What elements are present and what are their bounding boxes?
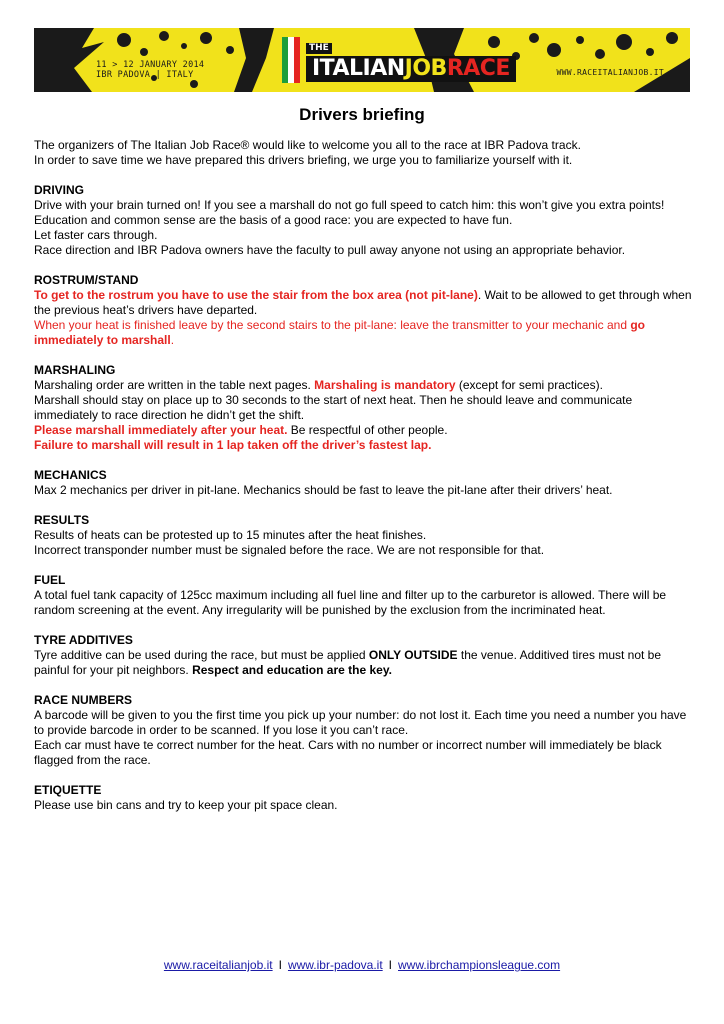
logo-race: RACE: [446, 56, 510, 81]
page-title: Drivers briefing: [299, 105, 425, 124]
paragraph: Let faster cars through.: [34, 228, 158, 242]
logo-wordmark: [306, 56, 516, 82]
section-heading: RACE NUMBERS: [34, 693, 133, 707]
section-mechanics: [34, 468, 694, 498]
highlight-bold: ONLY OUTSIDE: [368, 648, 458, 662]
intro: [34, 138, 694, 168]
section-marshaling: [34, 363, 694, 453]
section-heading: ETIQUETTE: [34, 783, 102, 797]
intro-line: The organizers of The Italian Job Race® would like to welcome you all to the race at IBR Padova track.: [34, 138, 581, 152]
link-ibr-padova[interactable]: www.ibr-padova.it: [287, 958, 383, 972]
italian-job-race-logo: [282, 34, 516, 86]
highlight-red: Please marshall immediately after your heat.: [34, 423, 288, 437]
paragraph: A barcode will be given to you the first time you pick up your number: do not lost it. Each time you need a number you have to provide barcode in order to be scanned. If you lose it you can’t race.: [34, 708, 687, 737]
paragraph: Each car must have te correct number for the heat. Cars with no number or incorrect number will immediately be black flagged from the race.: [34, 738, 662, 767]
header-banner: [34, 28, 690, 92]
paragraph: Please use bin cans and try to keep your pit space clean.: [34, 798, 338, 812]
event-date: [96, 60, 204, 80]
event-date-line: 11 > 12 JANUARY 2014: [96, 60, 205, 70]
paragraph: [34, 423, 694, 438]
section-heading: FUEL: [34, 573, 66, 587]
paragraph: [34, 648, 694, 678]
logo-the: THE: [306, 43, 332, 54]
intro-line: In order to save time we have prepared this drivers briefing, we urge you to familiarize yourself with it.: [34, 153, 573, 167]
footer-links: [0, 958, 724, 972]
text: the venue. Additived tires must not be painful for your pit neighbors.: [34, 648, 662, 677]
link-ibrchampionsleague[interactable]: www.ibrchampionsleague.com: [398, 958, 561, 972]
highlight-bold: Respect and education are the key.: [192, 663, 392, 677]
section-rostrum: [34, 273, 694, 348]
link-raceitalianjob[interactable]: www.raceitalianjob.it: [163, 958, 273, 972]
section-driving: [34, 183, 694, 258]
paragraph: [34, 288, 694, 318]
paragraph: Failure to marshall will result in 1 lap taken off the driver’s fastest lap.: [34, 438, 432, 452]
briefing-content: [34, 138, 694, 828]
highlight-red-bold: go immediately to marshall: [34, 318, 645, 347]
separator: I: [388, 958, 393, 972]
text: Be respectful of other people.: [287, 423, 448, 437]
paragraph: Max 2 mechanics per driver in pit-lane. Mechanics should be fast to leave the pit-lane after their drivers’ heat.: [34, 483, 613, 497]
section-heading: ROSTRUM/STAND: [34, 273, 139, 287]
section-tyre-additives: [34, 633, 694, 678]
event-venue-line: IBR PADOVA | ITALY: [96, 70, 194, 80]
paragraph: [34, 318, 694, 348]
paragraph: A total fuel tank capacity of 125cc maximum including all fuel line and filter up to the carburetor is allowed. There will be random screening at the event. Any irregularity will be punished by the exclusion from the incriminated heat.: [34, 588, 667, 617]
section-heading: TYRE ADDITIVES: [34, 633, 133, 647]
section-heading: MECHANICS: [34, 468, 107, 482]
logo-italian: ITALIAN: [312, 56, 405, 81]
flag-red-icon: [294, 37, 300, 83]
section-race-numbers: [34, 693, 694, 768]
separator: I: [278, 958, 282, 972]
text: .: [170, 333, 175, 347]
section-heading: RESULTS: [34, 513, 90, 527]
text: . Wait to be allowed to get through when the previous heat’s drivers have departed.: [34, 288, 692, 317]
paragraph: Marshall should stay on place up to 30 seconds to the start of next heat. Then he should leave and communicate immediately to race direction he didn’t get the shift.: [34, 393, 633, 422]
text: Tyre additive can be used during the race, but must be applied: [34, 648, 369, 662]
paragraph: Drive with your brain turned on! If you see a marshall do not go full speed to catch him: this won’t give you extra points!: [34, 198, 665, 212]
paragraph: Education and common sense are the basis of a good race: you are expected to have fun.: [34, 213, 513, 227]
section-heading: DRIVING: [34, 183, 85, 197]
section-heading: MARSHALING: [34, 363, 116, 377]
highlight-red: Marshaling is mandatory: [314, 378, 456, 392]
paragraph: Incorrect transponder number must be signaled before the race. We are not responsible for that.: [34, 543, 545, 557]
highlight-red: When your heat is finished leave by the second stairs to the pit-lane: leave the transmitter to your mechanic and: [34, 318, 631, 332]
text: (except for semi practices).: [455, 378, 603, 392]
paragraph: Race direction and IBR Padova owners have the faculty to pull away anyone not using an appropriate behavior.: [34, 243, 626, 257]
section-etiquette: [34, 783, 694, 813]
text: Marshaling order are written in the table next pages.: [34, 378, 315, 392]
section-fuel: [34, 573, 694, 618]
paragraph: Results of heats can be protested up to 15 minutes after the heat finishes.: [34, 528, 427, 542]
logo-job: JOB: [404, 56, 447, 81]
highlight-red: To get to the rostrum you have to use the stair from the box area (not pit-lane): [34, 288, 478, 302]
banner-url: WWW.RACEITALIANJOB.IT: [556, 68, 664, 77]
paragraph: [34, 378, 694, 393]
section-results: [34, 513, 694, 558]
